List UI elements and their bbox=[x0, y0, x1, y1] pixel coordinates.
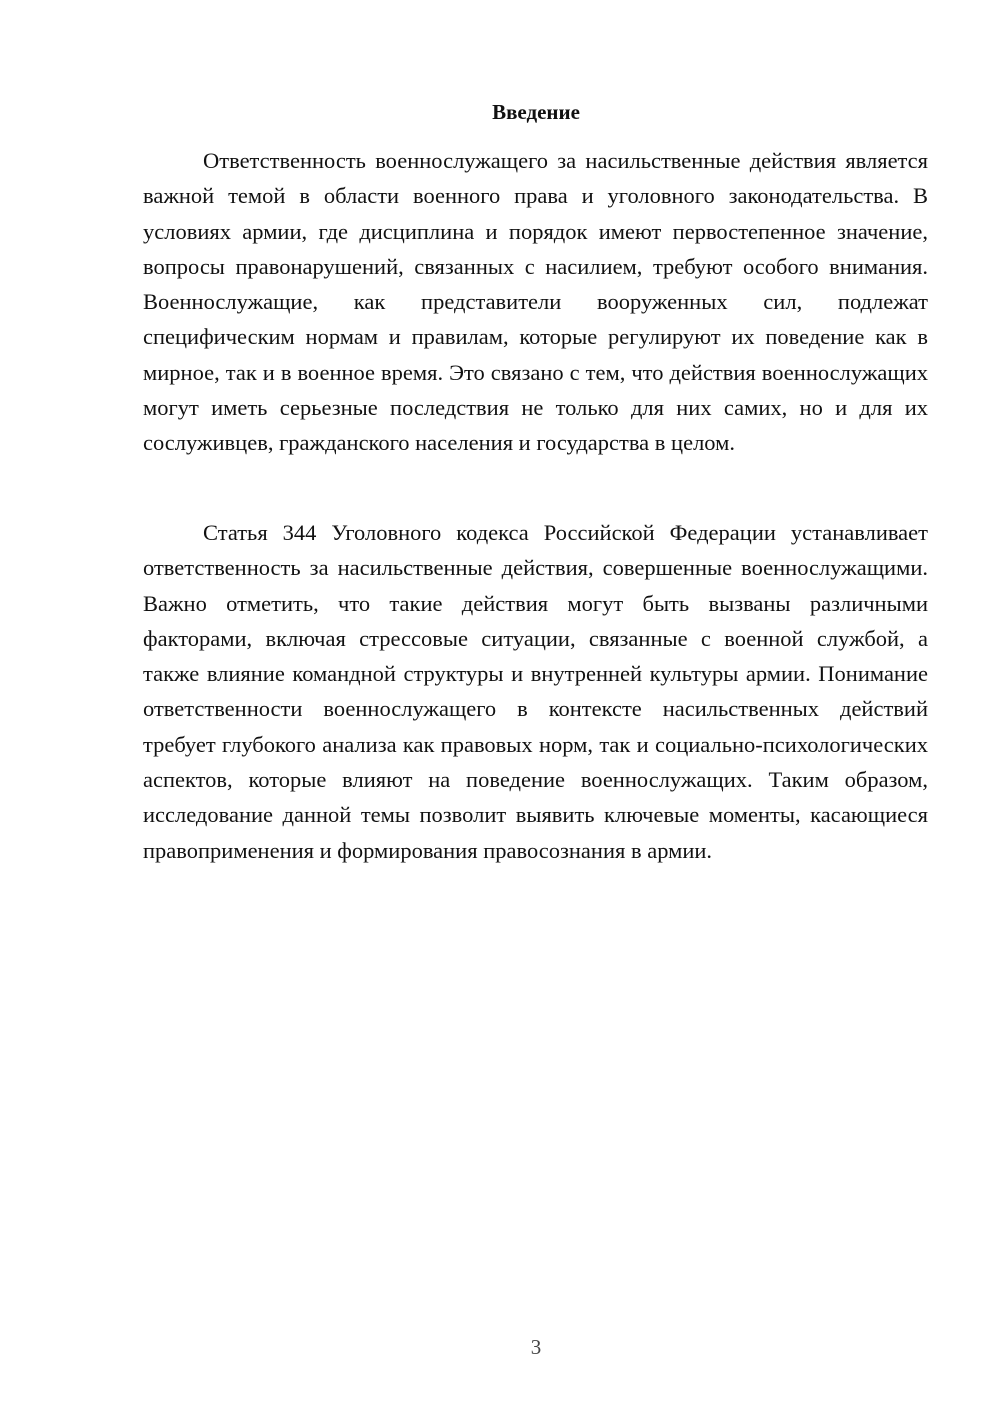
paragraph-2: Статья 344 Уголовного кодекса Российской Федерации устанавливает ответственность за насильственные действия, совершенные военнослужащими. Важно отметить, что такие действия могут быть вызваны различными факторами, включая стрессовые ситуации, связанные с военной службой, а также влияние командной структуры и внутренней культуры армии. Понимание ответственности военнослужащего в контексте насильственных действий требует глубокого анализа как правовых норм, так и социально-психологических аспектов, которые влияют на поведение военнослужащих. Таким образом, исследование данной темы позволит выявить ключевые моменты, касающиеся правоприменения и формирования правосознания в армии. bbox=[143, 520, 928, 863]
page-number: 3 bbox=[530, 1335, 542, 1359]
paragraph-1: Ответственность военнослужащего за насильственные действия является важной темой в области военного права и уголовного законодательства. В условиях армии, где дисциплина и порядок имеют первостепенное значение, вопросы правонарушений, связанных с насилием, требуют особого внимания. Военнослужащие, как представители вооруженных сил, подлежат специфическим нормам и правилам, которые регулируют их поведение как в мирное, так и в военное время. Это связано с тем, что действия военнослужащих могут иметь серьезные последствия не только для них самих, но и для их сослуживцев, гражданского населения и государства в целом. bbox=[143, 148, 928, 456]
section-heading: Введение bbox=[492, 100, 580, 124]
